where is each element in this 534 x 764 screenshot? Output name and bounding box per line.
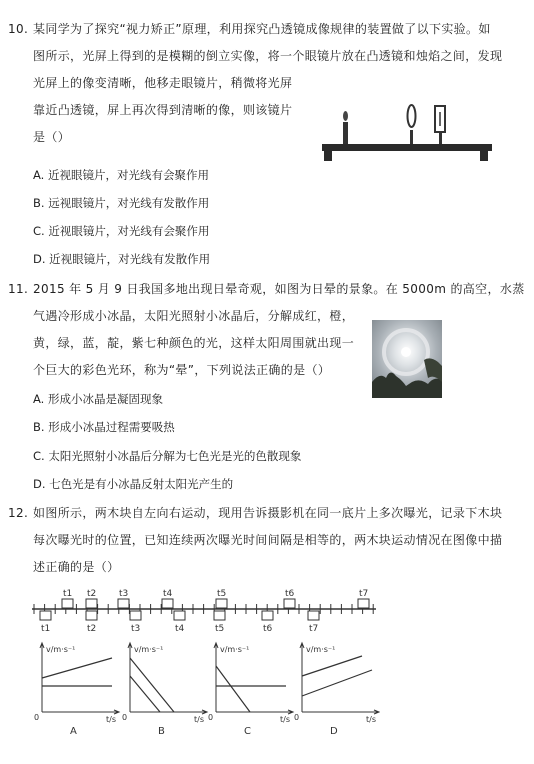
graph-x-label: t/s <box>280 715 290 724</box>
top-time-label: t5 <box>217 589 227 599</box>
graph-x-label: t/s <box>366 715 376 724</box>
bottom-block <box>86 611 97 620</box>
bottom-block <box>40 611 51 620</box>
top-time-label: t7 <box>359 589 369 599</box>
question-text-line: 光屏上的像变清晰，他移走眼镜片，稍微将光屏 <box>33 76 293 90</box>
bottom-block <box>130 611 141 620</box>
graph-line <box>42 658 112 678</box>
question-number: 12. <box>8 506 29 520</box>
bottom-time-label: t2 <box>87 624 97 634</box>
bottom-time-label: t3 <box>131 624 141 634</box>
question-text-line: 某同学为了探究“视力矫正”原理，利用探究凸透镜成像规律的装置做了以下实验。如 <box>33 22 491 36</box>
top-block <box>216 599 227 608</box>
bottom-block <box>214 611 225 620</box>
sun-halo-photo <box>372 320 442 398</box>
top-time-label: t2 <box>87 589 97 599</box>
graph-x-label: t/s <box>194 715 204 724</box>
graph-line <box>216 666 250 712</box>
graph-option-label: C <box>244 726 251 737</box>
option-d: D. 七色光是有小冰晶反射太阳光产生的 <box>33 477 234 491</box>
graph-option-label: A <box>70 726 77 737</box>
option-b: B. 形成小冰晶过程需要吸热 <box>33 420 175 434</box>
bottom-time-label: t4 <box>175 624 185 634</box>
bottom-block <box>262 611 273 620</box>
question-text-line: 个巨大的彩色光环，称为“晕”，下列说法正确的是（） <box>33 363 331 377</box>
top-block <box>86 599 97 608</box>
question-text-line: 2015 年 5 月 9 日我国多地出现日晕奇观，如图为日晕的景象。在 5000m 的高空，水蒸 <box>33 282 525 296</box>
graph-origin-label: 0 <box>34 713 40 722</box>
graph-y-label: v/m·s⁻¹ <box>134 645 164 654</box>
top-block <box>284 599 295 608</box>
graph-line <box>130 676 160 712</box>
top-block <box>358 599 369 608</box>
option-d: D. 近视眼镜片，对光线有发散作用 <box>33 252 211 266</box>
bottom-time-label: t5 <box>215 624 225 634</box>
graph-line <box>302 656 362 676</box>
graph-line <box>130 658 174 712</box>
graph-line <box>302 670 372 696</box>
vt-graph-options <box>30 640 380 738</box>
graph-x-label: t/s <box>106 715 116 724</box>
bottom-time-label: t7 <box>309 624 319 634</box>
top-time-label: t6 <box>285 589 295 599</box>
question-text-line: 如图所示，两木块自左向右运动，现用告诉摄影机在同一底片上多次曝光，记录下木块 <box>33 506 503 520</box>
top-block <box>118 599 129 608</box>
top-time-label: t1 <box>63 589 73 599</box>
question-number: 10. <box>8 22 29 36</box>
question-text-line: 每次曝光时的位置，已知连续两次曝光时间间隔是相等的，两木块运动情况在图像中描 <box>33 533 503 547</box>
exposure-ruler-figure <box>30 584 380 636</box>
top-time-label: t3 <box>119 589 129 599</box>
graph-y-label: v/m·s⁻¹ <box>46 645 76 654</box>
top-time-label: t4 <box>163 589 173 599</box>
top-block <box>62 599 73 608</box>
graph-y-label: v/m·s⁻¹ <box>306 645 336 654</box>
question-text-line: 述正确的是（） <box>33 560 120 574</box>
question-text-line: 图所示，光屏上得到的是模糊的倒立实像，将一个眼镜片放在凸透镜和烛焰之间，发现 <box>33 49 503 63</box>
question-text-line: 气遇冷形成小冰晶，太阳光照射小冰晶后，分解成红，橙， <box>33 309 355 323</box>
optical-bench-figure <box>318 100 498 166</box>
bottom-time-label: t1 <box>41 624 51 634</box>
option-a: A. 近视眼镜片，对光线有会聚作用 <box>33 168 209 182</box>
graph-origin-label: 0 <box>294 713 300 722</box>
option-b: B. 远视眼镜片，对光线有发散作用 <box>33 196 210 210</box>
option-c: C. 太阳光照射小冰晶后分解为七色光是光的色散现象 <box>33 449 302 463</box>
option-a: A. 形成小冰晶是凝固现象 <box>33 392 163 406</box>
bottom-block <box>308 611 319 620</box>
question-text-line: 是（） <box>33 130 71 144</box>
graph-origin-label: 0 <box>122 713 128 722</box>
graph-y-label: v/m·s⁻¹ <box>220 645 250 654</box>
bottom-time-label: t6 <box>263 624 273 634</box>
graph-origin-label: 0 <box>208 713 214 722</box>
graph-option-label: D <box>330 726 338 737</box>
graph-option-label: B <box>158 726 165 737</box>
question-number: 11. <box>8 282 29 296</box>
bottom-block <box>174 611 185 620</box>
option-c: C. 近视眼镜片，对光线有会聚作用 <box>33 224 210 238</box>
top-block <box>162 599 173 608</box>
question-text-line: 靠近凸透镜，屏上再次得到清晰的像，则该镜片 <box>33 103 293 117</box>
question-text-line: 黄，绿，蓝，靛，紫七种颜色的光，这样太阳周围就出现一 <box>33 336 355 350</box>
